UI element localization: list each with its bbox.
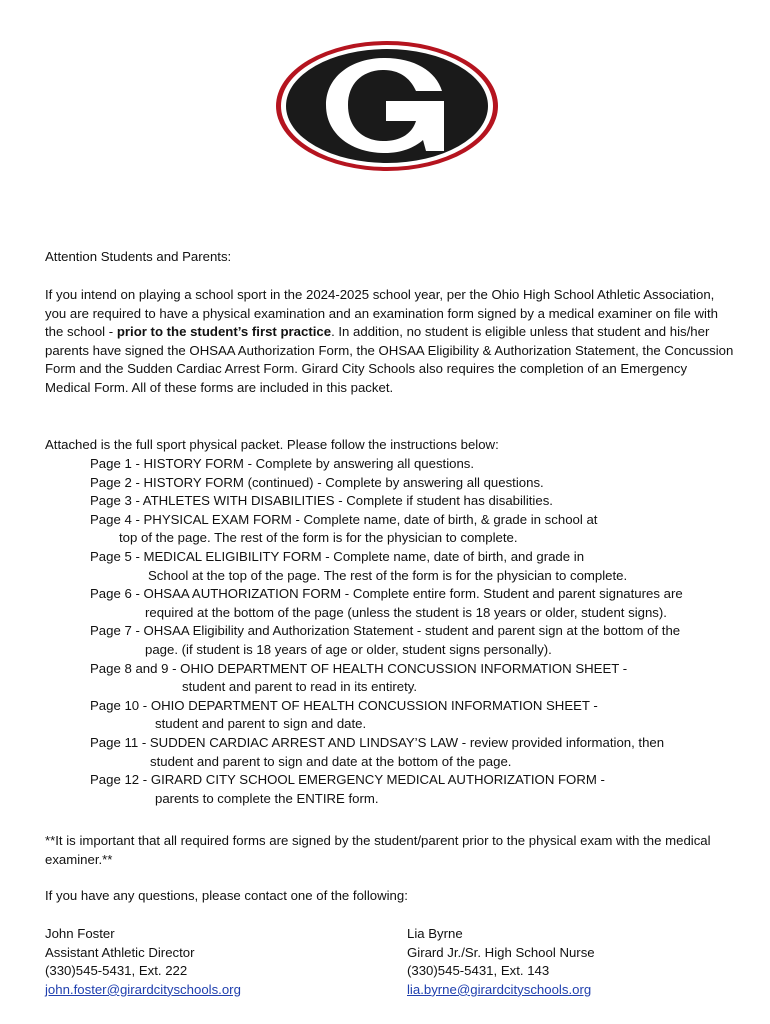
list-item [90, 622, 730, 659]
list-item [90, 474, 730, 493]
page-6-text: Page 6 - OHSAA AUTHORIZATION FORM - Complete entire form. Student and parent signatures are [90, 586, 683, 602]
list-item [90, 548, 730, 585]
list-item [90, 771, 730, 808]
page-instructions-list [90, 455, 730, 808]
intro-text-1: If you intend on playing a school sport in the 2024-2025 school year, per the Ohio High School Athletic Association, you are required to have a physical examination and an examination form signed by a medical examiner on file with the school - [45, 287, 718, 340]
page-12-text: Page 12 - GIRARD CITY SCHOOL EMERGENCY MEDICAL AUTHORIZATION FORM - [90, 772, 605, 788]
page-6-continuation: required at the bottom of the page (unless the student is 18 years or older, student signs). [145, 604, 667, 620]
contact-phone: (330)545-5431, Ext. 222 [45, 963, 188, 979]
page-12-continuation: parents to complete the ENTIRE form. [155, 790, 379, 806]
page-5-continuation: School at the top of the page. The rest of the form is for the physician to complete. [148, 567, 628, 583]
page-10-text: Page 10 - OHIO DEPARTMENT OF HEALTH CONCUSSION INFORMATION SHEET - [90, 697, 598, 713]
greeting: Attention Students and Parents: [45, 249, 232, 264]
contact-name: Lia Byrne [407, 926, 463, 941]
page-4-text: Page 4 - PHYSICAL EXAM FORM - Complete name, date of birth, & grade in school at [90, 511, 598, 527]
intro-bold-text: prior to the student’s first practice [116, 324, 332, 340]
georgia-g-logo-icon [274, 39, 500, 173]
list-item [90, 585, 730, 622]
list-item [90, 697, 730, 734]
page-2-text: Page 2 - HISTORY FORM (continued) - Complete by answering all questions. [90, 474, 544, 490]
contact-lia-byrne [407, 925, 727, 999]
contact-phone: (330)545-5431, Ext. 143 [407, 963, 550, 979]
contact-email-link[interactable]: lia.byrne@girardcityschools.org [407, 981, 592, 997]
page-1-text: Page 1 - HISTORY FORM - Complete by answering all questions. [90, 456, 475, 471]
questions-text: If you have any questions, please contact one of the following: [45, 888, 408, 903]
list-item [90, 455, 730, 474]
contact-title: Assistant Athletic Director [45, 944, 195, 960]
page-4-continuation: top of the page. The rest of the form is for the physician to complete. [119, 530, 518, 546]
contact-email-link[interactable]: john.foster@girardcityschools.org [45, 981, 241, 997]
page-7-text: Page 7 - OHSAA Eligibility and Authorization Statement - student and parent sign at the bottom of the [90, 623, 681, 639]
attached-instructions: Attached is the full sport physical packet. Please follow the instructions below: [45, 437, 499, 452]
page-5-text: Page 5 - MEDICAL ELIGIBILITY FORM - Complete name, date of birth, and grade in [90, 548, 585, 564]
list-item [90, 734, 730, 771]
page-7-continuation: page. (if student is 18 years of age or older, student signs personally). [145, 641, 552, 657]
list-item [90, 492, 730, 511]
intro-text-2: . In addition, no student is eligible unless that student and his/her parents have signed the OHSAA Authorization Form, the OHSAA Eligibility & Authorization Statement, the Concussion Form and the Sudden Cardiac Arrest Form. Girard City Schools also requires the completion of an Emergency Medical Form. All of these forms are included in this packet. [45, 324, 734, 395]
page-8-9-text: Page 8 and 9 - OHIO DEPARTMENT OF HEALTH CONCUSSION INFORMATION SHEET - [90, 660, 628, 676]
list-item [90, 511, 730, 548]
intro-paragraph [45, 286, 735, 398]
page-11-text: Page 11 - SUDDEN CARDIAC ARREST AND LINDSAY’S LAW - review provided information, then [90, 734, 665, 750]
contact-john-foster [45, 925, 365, 999]
page-11-continuation: student and parent to sign and date at the bottom of the page. [150, 753, 512, 769]
page-3-text: Page 3 - ATHLETES WITH DISABILITIES - Complete if student has disabilities. [90, 493, 553, 509]
list-item [90, 660, 730, 697]
contact-title: Girard Jr./Sr. High School Nurse [407, 944, 595, 960]
important-note: **It is important that all required forms are signed by the student/parent prior to the physical exam with the medical examiner.** [45, 833, 711, 867]
page-8-9-continuation: student and parent to read in its entirety. [182, 679, 418, 695]
page-10-continuation: student and parent to sign and date. [155, 716, 367, 732]
contact-name: John Foster [45, 926, 115, 941]
